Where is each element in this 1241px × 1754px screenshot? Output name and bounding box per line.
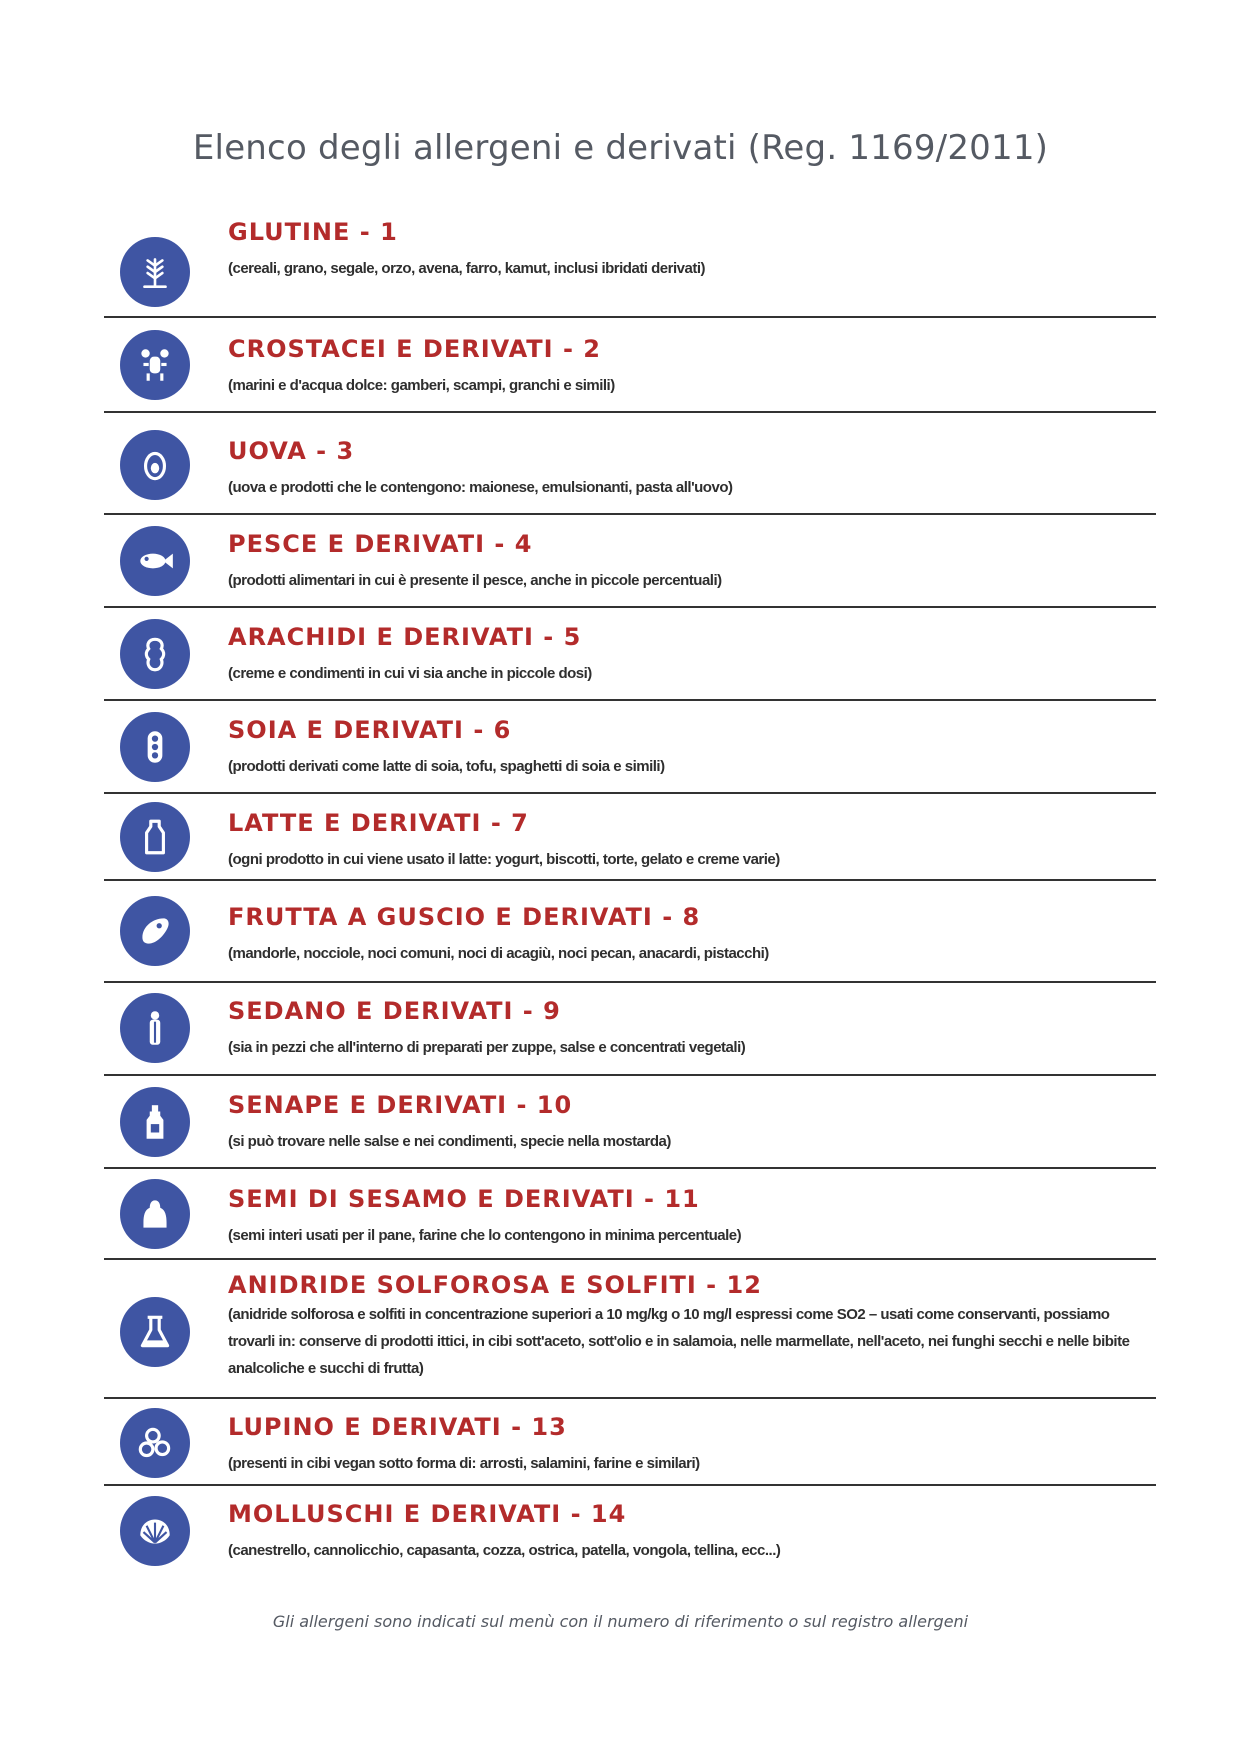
allergen-name: PESCE E DERIVATI - 4 <box>228 530 533 558</box>
allergen-description: (anidride solforosa e solfiti in concentrazione superiori a 10 mg/kg o 10 mg/l espressi come SO2 – usati come conservanti, possiamo trovarli in: conserve di prodotti ittici, in cibi sott'aceto, sott'olio e in salamoia, nelle marmellate, nell'aceto, nei funghi secchi e nelle bibite analcoliche e succhi di frutta) <box>228 1306 1130 1377</box>
allergen-description: (prodotti derivati come latte di soia, tofu, spaghetti di soia e simili) <box>228 758 665 775</box>
allergen-name: SOIA E DERIVATI - 6 <box>228 716 512 744</box>
fish-icon <box>120 526 190 596</box>
allergen-name: GLUTINE - 1 <box>228 218 398 246</box>
allergen-name: ANIDRIDE SOLFOROSA E SOLFITI - 12 <box>228 1271 762 1299</box>
allergen-name: LATTE E DERIVATI - 7 <box>228 809 529 837</box>
shell-icon <box>120 1496 190 1566</box>
allergen-description: (cereali, grano, segale, orzo, avena, farro, kamut, inclusi ibridati derivati) <box>228 260 705 277</box>
allergen-description: (presenti in cibi vegan sotto forma di: arrosti, salamini, farine e similari) <box>228 1455 700 1472</box>
allergen-name: SENAPE E DERIVATI - 10 <box>228 1091 573 1119</box>
sesame-icon <box>120 1179 190 1249</box>
allergen-row <box>104 608 1156 701</box>
allergen-list <box>104 218 1156 1581</box>
allergen-name: ARACHIDI E DERIVATI - 5 <box>228 623 582 651</box>
lupin-icon <box>120 1408 190 1478</box>
allergen-row <box>104 1486 1156 1581</box>
allergen-row <box>104 1169 1156 1260</box>
allergen-description: (canestrello, cannolicchio, capasanta, cozza, ostrica, patella, vongola, tellina, ecc...) <box>228 1542 781 1559</box>
milk-icon <box>120 802 190 872</box>
wheat-icon <box>120 237 190 307</box>
footnote: Gli allergeni sono indicati sul menù con il numero di riferimento o sul registro allergeni <box>272 1612 969 1631</box>
allergen-name: UOVA - 3 <box>228 437 355 465</box>
celery-icon <box>120 993 190 1063</box>
mustard-icon <box>120 1087 190 1157</box>
allergen-name: FRUTTA A GUSCIO E DERIVATI - 8 <box>228 903 701 931</box>
allergen-row <box>104 1260 1156 1399</box>
allergen-row <box>104 701 1156 794</box>
allergen-row <box>104 794 1156 881</box>
crustacean-icon <box>120 330 190 400</box>
page-title: Elenco degli allergeni e derivati (Reg. 1169/2011) <box>192 128 1049 168</box>
peanut-icon <box>120 619 190 689</box>
allergen-row <box>104 983 1156 1076</box>
allergen-row <box>104 515 1156 608</box>
egg-icon <box>120 430 190 500</box>
allergen-name: LUPINO E DERIVATI - 13 <box>228 1413 567 1441</box>
nut-icon <box>120 896 190 966</box>
allergen-name: CROSTACEI E DERIVATI - 2 <box>228 335 601 363</box>
allergen-description: (mandorle, nocciole, noci comuni, noci di acagiù, noci pecan, anacardi, pistacchi) <box>228 945 769 962</box>
soy-icon <box>120 712 190 782</box>
allergen-description: (si può trovare nelle salse e nei condimenti, specie nella mostarda) <box>228 1133 671 1150</box>
allergen-row <box>104 218 1156 318</box>
allergen-description: (sia in pezzi che all'interno di preparati per zuppe, salse e concentrati vegetali) <box>228 1039 746 1056</box>
allergen-description: (marini e d'acqua dolce: gamberi, scampi, granchi e simili) <box>228 377 615 394</box>
allergen-row <box>104 1399 1156 1486</box>
allergen-name: SEDANO E DERIVATI - 9 <box>228 997 561 1025</box>
allergen-description: (uova e prodotti che le contengono: maionese, emulsionanti, pasta all'uovo) <box>228 479 733 496</box>
allergen-row <box>104 1076 1156 1169</box>
allergen-description: (semi interi usati per il pane, farine che lo contengono in minima percentuale) <box>228 1227 742 1244</box>
allergen-row <box>104 881 1156 983</box>
allergen-description: (prodotti alimentari in cui è presente il pesce, anche in piccole percentuali) <box>228 572 722 589</box>
allergen-description: (creme e condimenti in cui vi sia anche in piccole dosi) <box>228 665 592 682</box>
allergen-row <box>104 413 1156 515</box>
allergen-row <box>104 318 1156 413</box>
allergen-description: (ogni prodotto in cui viene usato il latte: yogurt, biscotti, torte, gelato e creme varie) <box>228 851 780 868</box>
allergen-name: MOLLUSCHI E DERIVATI - 14 <box>228 1500 627 1528</box>
allergen-name: SEMI DI SESAMO E DERIVATI - 11 <box>228 1185 700 1213</box>
flask-icon <box>120 1297 190 1367</box>
